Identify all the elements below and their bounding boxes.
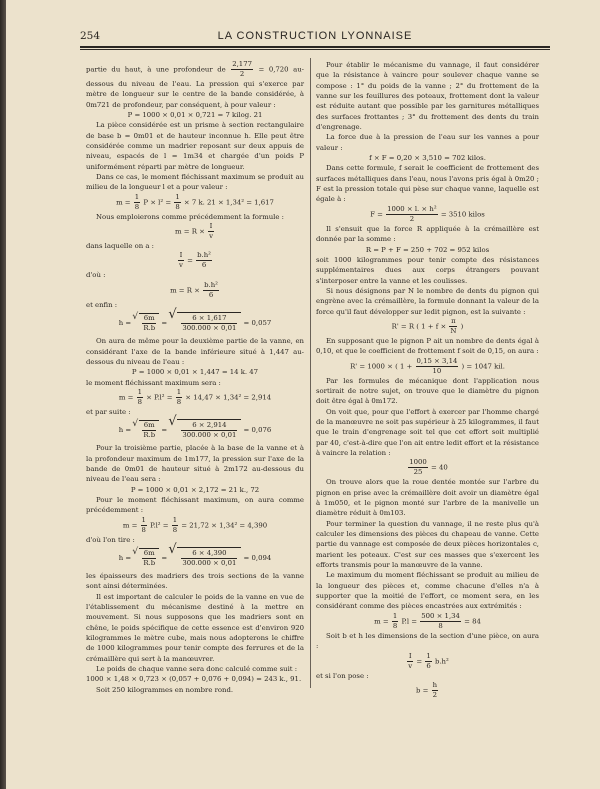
equation: $\frac{1000}{25}$ = 40 [409, 458, 448, 477]
paragraph: Il s'ensuit que la force R appliquée à la crémaillère est donnée par la somme : [316, 224, 539, 244]
equation: $\frac{I}{v}$ = $\frac{1}{6}$ b.h² [408, 651, 449, 670]
header-rule [80, 46, 550, 48]
equation: P = 1000 × 0,01 × 1,447 = 14 k. 47 [131, 368, 259, 377]
paragraph: soit 1000 kilogrammes pour tenir compte des résistances supplémentaires dues aux corps étrangers pouvant s'interposer entre la vanne et les coulisses. [316, 255, 539, 285]
paragraph: Dans ce cas, le moment fléchissant maximum se produit au milieu de la longueur l et a pour valeur : [86, 173, 304, 192]
equation: P = 1000 × 0,01 × 2,172 = 21 k., 72 [130, 485, 260, 494]
left-column [86, 60, 304, 695]
equation: R' = 1000 × ( 1 + $\frac{0,15 \times 3,14}{10}$ ) = 1047 kil. [350, 356, 505, 375]
paragraph: On voit que, pour que l'effort à exercer par l'homme chargé de la manœuvre ne soit pas supérieur à 25 kilogrammes, il faut que le train d'engrenage soit tel que cet effort soit multiplié par 40, c'est-à-dire que l'on ait entre ledit effort et la résistance à vaincre la relation : [316, 407, 540, 457]
equation: m = $\frac{1}{8}$ P.l = $\frac{500 \times 1,34}{8}$ = 84 [374, 611, 481, 630]
fraction: $\frac{2,177}{2}$ [232, 60, 252, 78]
paragraph: Pour la troisième partie, placée à la base de la vanne et à la profondeur maximum de 1m177, la pression sur l'axe de la bande de 0m01 de hauteur situé à 2m172 au-dessous du niveau de l'eau sera : [86, 444, 304, 484]
journal-page [6, 0, 600, 789]
equation: m = R × $\frac{I}{v}$ [175, 222, 213, 241]
equation: R' = R ( 1 + f × $\frac{\pi}{N}$ ) [391, 316, 464, 335]
paragraph: dans laquelle on a : [86, 242, 154, 251]
paragraph: Pour le moment fléchissant maximum, on aura comme précédemment : [86, 495, 304, 515]
paragraph: et par suite : [86, 407, 131, 416]
paragraph: Si nous désignons par N le nombre de dents du pignon qui engrène avec la crémaillère, la formule donnant la valeur de la force qu'il faut développer sur ledit pignon, est la suivante : [316, 286, 539, 316]
paragraph: Le maximum du moment fléchissant se produit au milieu de la longueur des pièces et, comme chacune d'elles n'a à supporter que la moitié de l'effort, ce moment sera, en les considérant comme des pièces encastrées aux extrémités : [316, 571, 539, 611]
equation: h = √ $\frac{6m}{R.b}$ = √ $\frac{6 \times 4,390}{300.000 \times 0,01}$ = 0,094 [86, 545, 304, 571]
paragraph: partie du haut, à une profondeur de $\frac{2,177}{2}$ = 0,720 au-dessous du niveau de l'eau. La pression qui s'exerce par mètre de longueur sur le centre de la bande considérée, à 0m721 de profondeur, par conséquent, à pour valeur : [86, 60, 304, 109]
equation: m = $\frac{1}{8}$ × P.l² = $\frac{1}{8}$ × 14,47 × 1,34² = 2,914 [118, 387, 272, 406]
header-rule-thin [80, 49, 550, 50]
paragraph: On aura de même pour la deuxième partie de la vanne, en considérant l'axe de la bande inférieure situé à 1,447 au-dessous du niveau de l'eau : [86, 337, 304, 366]
equation: m = $\frac{1}{8}$ P × l² = $\frac{1}{8}$ × 7 k. 21 × 1,34² = 1,617 [116, 192, 274, 211]
equation: $\frac{I}{v}$ = $\frac{\text{b.h²}}{6}$ [179, 251, 211, 270]
page-number: 254 [80, 30, 101, 42]
paragraph: et si l'on pose : [316, 671, 369, 680]
equation: m = R × $\frac{\text{b.h²}}{6}$ [170, 280, 218, 299]
paragraph: d'où : [86, 271, 106, 280]
paragraph: le moment fléchissant maximum sera : [86, 378, 221, 387]
paragraph: La pièce considérée est un prisme à section rectangulaire de base b = 0m01 et de hauteur inconnue h. Elle peut être considérée comme un madrier reposant sur deux appuis de niveau, espacés de l = 1m34 et chargée d'un poids P uniformément réparti par mètre de longueur. [86, 121, 304, 171]
paragraph: les épaisseurs des madriers des trois sections de la vanne sont ainsi déterminées. [86, 571, 304, 591]
paragraph: Il est important de calculer le poids de la vanne en vue de l'établissement du mécanisme destiné à la mettre en mouvement. Si nous supposons que les madriers sont en chêne, le poids spécifique de cette essence est d'environ 920 kilogrammes le mètre cube, mais nous adopterons le chiffre de 1000 kilogrammes pour tenir compte des ferrures et de la crémaillère qui sert à la manœuvrer. [86, 592, 304, 663]
paragraph: d'où l'on tire : [86, 535, 135, 544]
running-head: LA CONSTRUCTION LYONNAISE [217, 30, 413, 42]
paragraph: Pour établir le mécanisme du vannage, il faut considérer que la résistance à vaincre pour soulever chaque vanne se compose : 1° du poids de la vanne ; 2° du frottement de la vanne sur les feuillures des poteaux, frottement dont la valeur est réduite autant que possible par les garnitures métalliques des surfaces frottantes ; 3° du frottement des dents du train d'engrenage. [316, 61, 539, 132]
paragraph: et enfin : [86, 300, 118, 309]
paragraph: Le poids de chaque vanne sera donc calculé comme suit : [96, 665, 298, 674]
equation: F = $\frac{\text{1000 × l. × h²}}{2}$ = 3510 kilos [370, 204, 485, 223]
equation: m = $\frac{1}{8}$ P.l² = $\frac{1}{8}$ = 21,72 × 1,34² = 4,390 [122, 515, 268, 534]
equation: h = √ $\frac{6m}{R.b}$ = √ $\frac{6 \times 2,914}{300.000 \times 0,01}$ = 0,076 [86, 417, 304, 443]
equation: 1000 × 1,48 × 0,723 × (0,057 + 0,076 + 0,094) = 243 k., 91. [86, 675, 302, 684]
paragraph: On trouve alors que la roue dentée montée sur l'arbre du pignon en prise avec la crémaillère doit avoir un diamètre égal à 1m050, et le pignon monté sur l'arbre de la manivelle un diamètre réduit à 0m103. [316, 478, 539, 518]
paragraph: La force due à la pression de l'eau sur les vannes a pour valeur : [316, 133, 539, 152]
paragraph: Nous emploierons comme précédemment la formule : [96, 212, 284, 221]
paragraph: En supposant que le pignon P ait un nombre de dents égal à 0,10, et que le coefficient de frottement f soit de 0,15, on aura : [316, 336, 539, 356]
equation: P = 1000 × 0,01 × 0,721 = 7 kilog. 21 [127, 111, 263, 120]
equation: f × F = 0,20 × 3,510 = 702 kilos. [369, 154, 486, 163]
equation: b = $\frac{h}{2}$ [415, 680, 438, 699]
paragraph: Par les formules de mécanique dont l'application nous sortirait de notre sujet, on trouve que le diamètre du pignon doit être égal à 0m172. [316, 376, 539, 406]
paragraph: Dans cette formule, f serait le coefficient de frottement des surfaces métalliques dans l'eau, nous l'avons pris égal à 0m20 ; F est la pression totale qui pèse sur chaque vanne, laquelle est égale à : [316, 164, 539, 204]
paragraph: Soit 250 kilogrammes en nombre rond. [96, 685, 234, 694]
right-column [316, 60, 539, 700]
paragraph: Soit b et h les dimensions de la section d'une pièce, on aura : [316, 631, 539, 651]
column-separator [310, 58, 311, 688]
equation: h = √ $\frac{6m}{R.b}$ = √ $\frac{6 \times 1,617}{300.000 \times 0,01}$ = 0,057 [86, 310, 304, 336]
equation: R = P + F = 250 + 702 = 952 kilos [365, 245, 490, 254]
page-header [80, 30, 550, 44]
book-spine-shadow [0, 0, 6, 789]
paragraph: Pour terminer la question du vannage, il ne reste plus qu'à calculer les dimensions des pièces du chapeau de vanne. Cette partie du vannage est composée de deux pièces horizontales c, marient les poteaux. C'est sur ces masses que s'exercent les efforts transmis pour la manœuvre de la vanne. [316, 519, 539, 570]
